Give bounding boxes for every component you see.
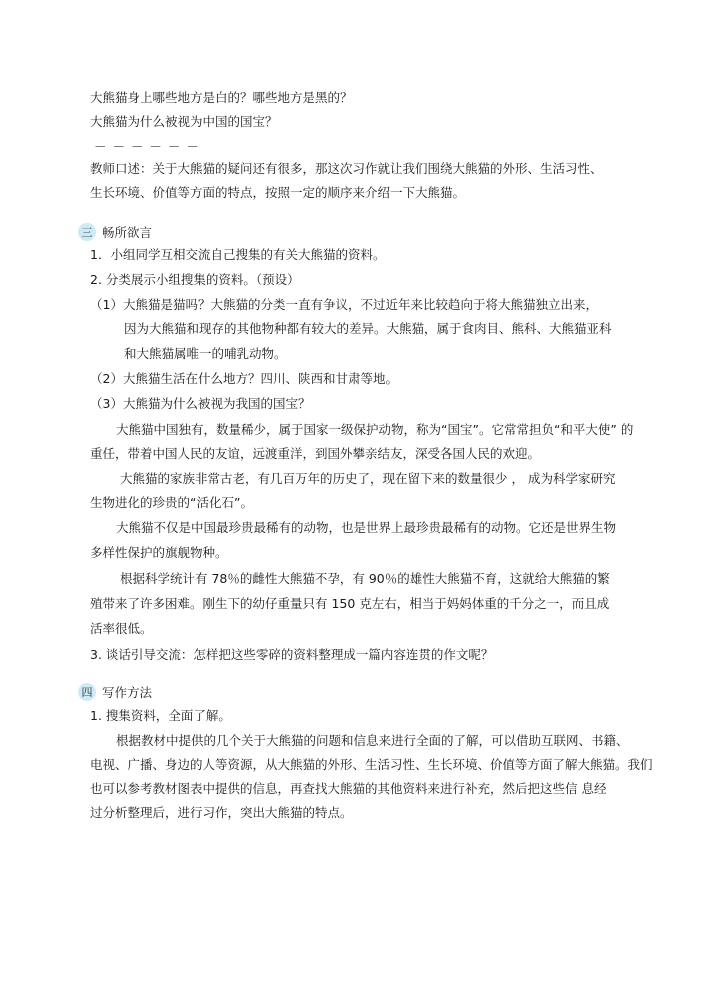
s3-paragraph-1-line-2: 重任，带着中国人民的友谊，远渡重洋，到国外攀亲结友，深受各国人民的欢迎。 <box>90 446 541 461</box>
teacher-remark-line-2: 生长环境、价值等方面的特点，按照一定的顺序来介绍一下大熊猫。 <box>90 185 466 200</box>
s4-paragraph-line-3: 也可以参考教材图表中提供的信息，再查找大熊猫的其他资料来进行补充，然后把这些信 息经 <box>90 781 607 796</box>
question-white-black: 大熊猫身上哪些地方是白的？哪些地方是黑的？ <box>90 90 353 105</box>
s3-sub-1-line-2: 因为大熊猫和现存的其他物种都有较大的差异。大熊猫，属于食肉目、熊科、大熊猫亚科 <box>124 321 612 336</box>
s4-item-1: 1. 搜集资料，全面了解。 <box>90 708 231 723</box>
s3-item-2: 2. 分类展示小组搜集的资料。（预设） <box>90 272 300 287</box>
s3-sub-1-line-1: （1）大熊猫是猫吗？大熊猫的分类一直有争议，不过近年来比较趋向于将大熊猫独立出来， <box>90 297 598 312</box>
section-4-number-badge: 四 <box>78 683 96 701</box>
s3-paragraph-2-line-1: 大熊猫的家族非常古老，有几百万年的历史了，现在留下来的数量很少 ， 成为科学家研究 <box>120 471 616 486</box>
s4-paragraph-line-1: 根据教材中提供的几个关于大熊猫的问题和信息来进行全面的了解，可以借助互联网、书籍、 <box>116 733 629 748</box>
section-4-heading <box>78 682 152 702</box>
dash-separator: － － － － － － <box>94 139 200 154</box>
s3-paragraph-4-line-3: 活率很低。 <box>90 621 153 636</box>
s4-paragraph-line-4: 过分析整理后，进行习作，突出大熊猫的特点。 <box>90 805 353 820</box>
s3-paragraph-3-line-2: 多样性保护的旗舰物种。 <box>90 545 228 560</box>
section-3-title: 畅所欲言 <box>102 225 153 240</box>
s3-paragraph-4-line-2: 殖带来了许多困难。刚生下的幼仔重量只有 150 克左右，相当于妈妈体重的千分之一，而且成 <box>90 596 610 611</box>
s3-item-3: 3. 谈话引导交流：怎样把这些零碎的资料整理成一篇内容连贯的作文呢？ <box>90 647 494 662</box>
section-3-number-badge: 三 <box>78 223 96 241</box>
teacher-remark-line-1: 教师口述：关于大熊猫的疑问还有很多，那这次习作就让我们围绕大熊猫的外形、生活习性、 <box>90 161 603 176</box>
s3-paragraph-2-line-2: 生物进化的珍贵的“活化石”。 <box>90 495 253 510</box>
s3-paragraph-1-line-1: 大熊猫中国独有，数量稀少，属于国家一级保护动物，称为“国宝”。它常常担负“和平大使” 的 <box>116 422 634 437</box>
s3-paragraph-3-line-1: 大熊猫不仅是中国最珍贵最稀有的动物，也是世界上最珍贵最稀有的动物。它还是世界生物 <box>116 520 617 535</box>
s3-sub-2: （2）大熊猫生活在什么地方？四川、陕西和甘肃等地。 <box>90 371 398 386</box>
s3-sub-3: （3）大熊猫为什么被视为我国的国宝？ <box>90 396 311 411</box>
s4-paragraph-line-2: 电视、广播、身边的人等资源，从大熊猫的外形、生活习性、生长环境、价值等方面了解大熊猫。我们 <box>90 757 653 772</box>
question-national-treasure: 大熊猫为什么被视为中国的国宝？ <box>90 114 278 129</box>
s3-item-1: 1．小组同学互相交流自己搜集的有关大熊猫的资料。 <box>90 247 386 262</box>
section-4-title: 写作方法 <box>102 685 153 700</box>
s3-sub-1-line-3: 和大熊猫属唯一的哺乳动物。 <box>124 346 287 361</box>
section-3-heading <box>78 222 152 242</box>
s3-paragraph-4-line-1: 根据科学统计有 78％的雌性大熊猫不孕，有 90％的雄性大熊猫不育，这就给大熊猫的繁 <box>120 571 610 586</box>
